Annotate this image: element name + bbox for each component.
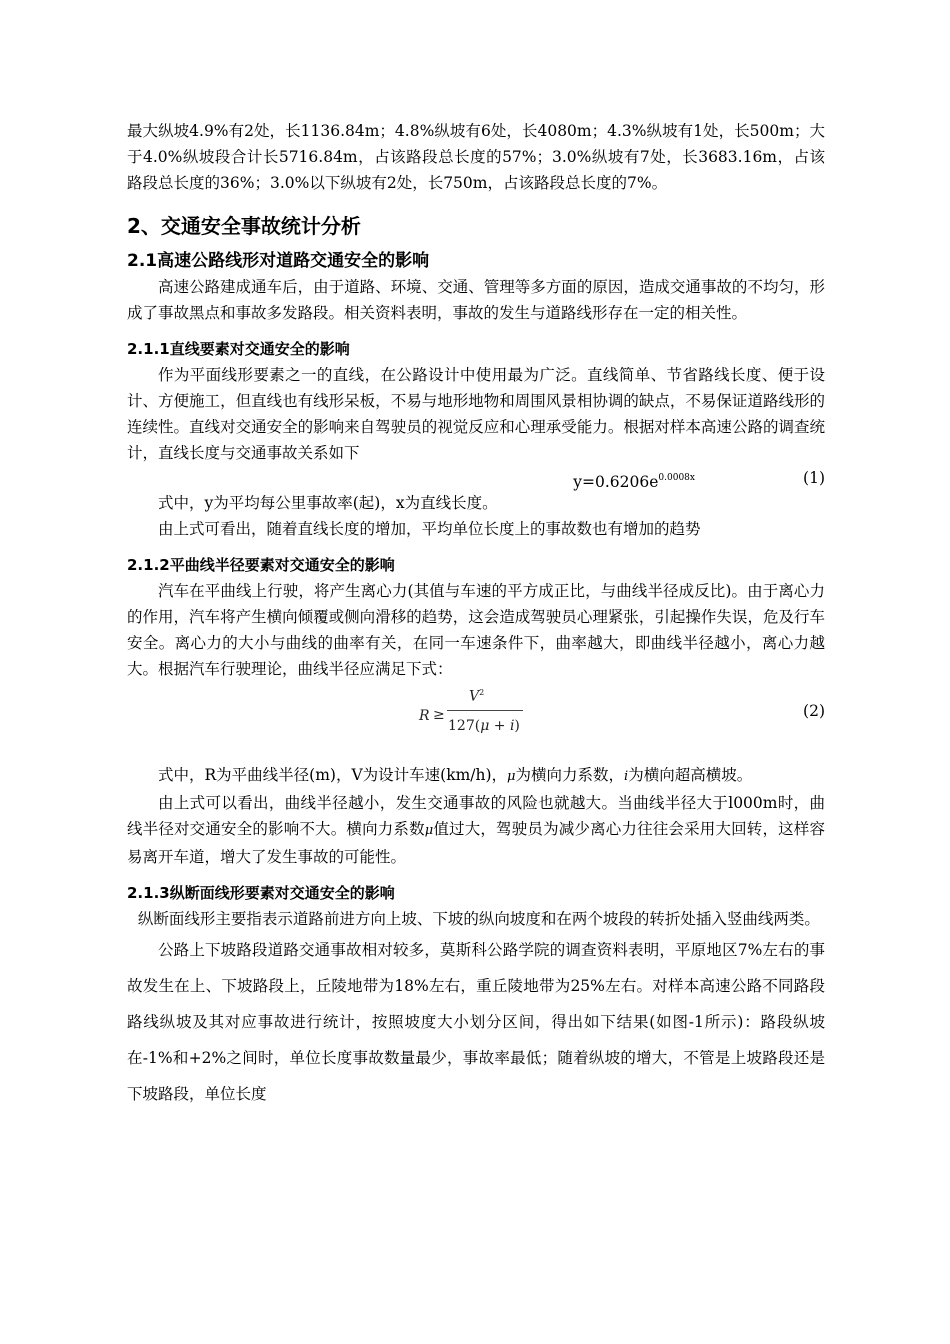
equation-2 (127, 688, 825, 756)
paragraph-eq1-definition: 式中，y为平均每公里事故率(起)，x为直线长度。 (158, 494, 498, 512)
paragraph-eq1-conclusion: 由上式可看出，随着直线长度的增加，平均单位长度上的事故数也有增加的趋势 (158, 520, 701, 538)
paragraph-2-1-1: 作为平面线形要素之一的直线，在公路设计中使用最为广泛。直线简单、节省路线长度、便于设计、方便施工，但直线也有线形呆板，不易与地形地物和周围风景相协调的缺点，不易保证道路线形的连续性。直线对交通安全的影响来自驾驶员的视觉反应和心理承受能力。根据对样本高速公路的调查统计，直线长度与交通事故关系如下 (127, 366, 825, 462)
eq2-def-part-c: 为横向超高横坡。 (628, 766, 753, 784)
eq2-def-mu-symbol: μ (507, 769, 516, 784)
equation-2-numerator-exp: 2 (479, 688, 485, 697)
equation-2-numerator-var: V (469, 688, 480, 705)
equation-1-base: y=0.6206e (573, 473, 659, 491)
eq2-concl-mu-symbol: μ (424, 823, 434, 838)
section-heading-2-1-1: 2.1.1直线要素对交通安全的影响 (127, 340, 350, 358)
paragraph-eq2-definition (127, 762, 825, 790)
paragraph-2-1-2: 汽车在平曲线上行驶，将产生离心力(其值与车速的平方成正比，与曲线半径成反比)。由于离心力的作用，汽车将产生横向倾覆或侧向滑移的趋势，这会造成驾驶员心理紧张，引起操作失误，危及行车安全。离心力的大小与曲线的曲率有关，在同一车速条件下，曲率越大，即曲线半径越小，离心力越大。根据汽车行驶理论，曲线半径应满足下式： (127, 582, 825, 678)
equation-2-den-prefix: 127( (448, 718, 481, 734)
equation-2-number: (2) (803, 702, 825, 720)
section-heading-2-1: 2.1高速公路线形对道路交通安全的影响 (127, 251, 430, 271)
equation-2-numerator (469, 688, 484, 705)
equation-1 (127, 466, 825, 490)
eq2-concl-part-a: 由上式可以看出，曲线半径越小，发生交通事故的风险也就越大。当曲线半径大于l000m时，曲线半径对交通安全的影响不大。横向力系数 (127, 794, 825, 838)
section-heading-2-1-3: 2.1.3纵断面线形要素对交通安全的影响 (127, 884, 395, 902)
eq2-def-i-symbol: i (624, 769, 629, 784)
equation-1-exponent: 0.0008x (658, 473, 695, 483)
paragraph-eq2-conclusion (127, 790, 825, 870)
section-heading-2-1-2: 2.1.2平曲线半径要素对交通安全的影响 (127, 556, 395, 574)
equation-2-den-mu: μ (480, 718, 490, 734)
eq2-def-part-a: 式中，R为平曲线半径(m)，V为设计车速(km/h)， (158, 766, 508, 784)
equation-2-den-i: i (509, 718, 515, 734)
equation-2-ge-sign: ≥ (433, 707, 445, 723)
equation-2-denominator (448, 718, 520, 734)
section-heading-2: 2、交通安全事故统计分析 (127, 214, 361, 238)
paragraph-gradient-summary: 最大纵坡4.9%有2处，长1136.84m；4.8%纵坡有6处，长4080m；4.3%纵坡有1处，长500m；大于4.0%纵坡段合计长5716.84m，占该路段总长度的57%；3.0%纵坡有7处，长3683.16m，占该路段总长度的36%；3.0%以下纵坡有2处，长750m，占该路段总长度的7%。 (127, 122, 825, 192)
equation-2-den-suffix: ) (514, 718, 520, 734)
equation-1-number: (1) (803, 469, 825, 487)
paragraph-2-1-3a: 纵断面线形主要指表示道路前进方向上坡、下坡的纵向坡度和在两个坡段的转折处插入竖曲线两类。 (137, 910, 820, 928)
equation-2-lhs: R (419, 708, 430, 724)
paragraph-2-1-3b: 公路上下坡路段道路交通事故相对较多，莫斯科公路学院的调查资料表明，平原地区7%左右的事故发生在上、下坡路段上，丘陵地带为18%左右，重丘陵地带为25%左右。对样本高速公路不同路段路线纵坡及其对应事故进行统计，按照坡度大小划分区间，得出如下结果(如图-1所示)：路段纵坡在-1%和+2%之间时，单位长度事故数量最少，事故率最低；随着纵坡的增大，不管是上坡路段还是下坡路段，单位长度 (127, 941, 825, 1103)
paragraph-2-1: 高速公路建成通车后，由于道路、环境、交通、管理等多方面的原因，造成交通事故的不均匀，形成了事故黑点和事故多发路段。相关资料表明，事故的发生与道路线形存在一定的相关性。 (127, 278, 825, 322)
document-page (127, 118, 825, 1112)
equation-2-den-plus: + (489, 718, 510, 734)
equation-2-fraction-bar (447, 710, 523, 711)
eq2-def-part-b: 为横向力系数， (515, 766, 625, 784)
eq2-concl-part-b: 值过大，驾驶员为减少离心力往往会采用大回转，这样容易离开车道，增大了发生事故的可能性。 (127, 820, 825, 866)
equation-1-body (573, 466, 695, 494)
